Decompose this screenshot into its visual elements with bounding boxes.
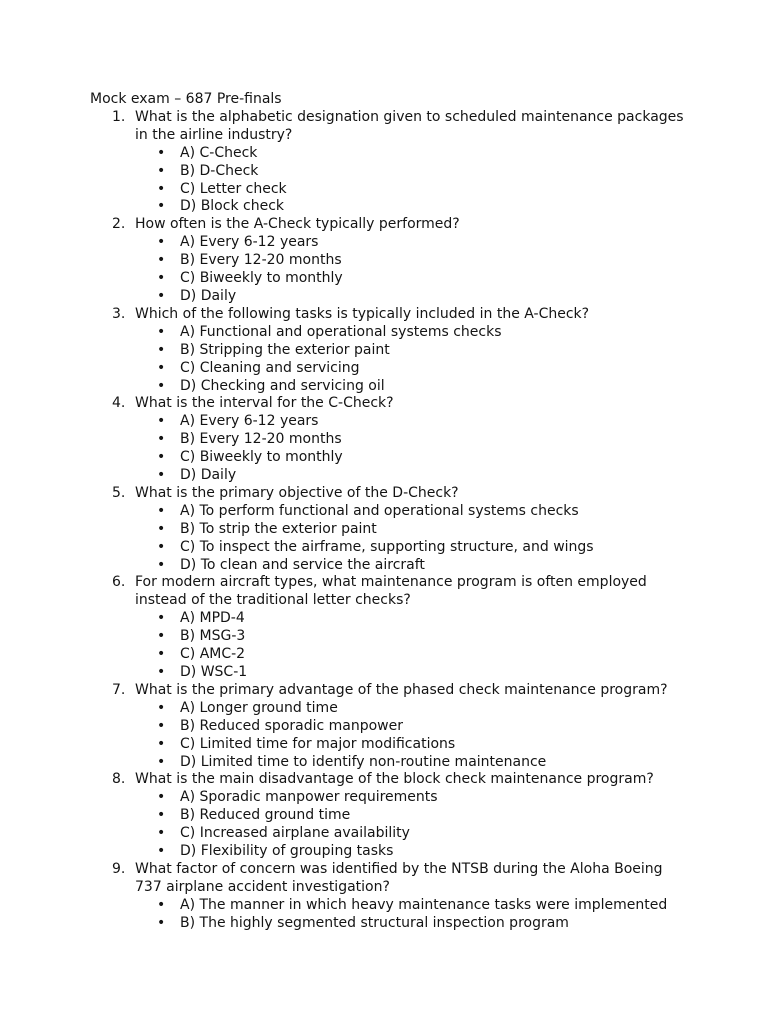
question-number: 6.	[112, 574, 126, 591]
option-text: A) C-Check	[180, 144, 258, 161]
bullet-icon: •	[157, 198, 166, 215]
option-item	[135, 145, 690, 163]
option-text: B) To strip the exterior paint	[180, 520, 377, 537]
bullet-icon: •	[157, 735, 166, 752]
question-number: 3.	[112, 305, 126, 322]
option-item	[135, 270, 690, 288]
option-text: A) To perform functional and operational systems checks	[180, 502, 579, 519]
option-text: B) D-Check	[180, 162, 259, 179]
bullet-icon: •	[157, 807, 166, 824]
option-item	[135, 324, 690, 342]
option-item	[135, 664, 690, 682]
bullet-icon: •	[157, 520, 166, 537]
question-text: For modern aircraft types, what maintenance program is often employed instead of the traditional letter checks?	[135, 574, 647, 609]
option-item	[135, 467, 690, 485]
option-list	[135, 145, 690, 217]
option-item	[135, 700, 690, 718]
option-item	[135, 342, 690, 360]
option-item	[135, 646, 690, 664]
option-text: C) To inspect the airframe, supporting structure, and wings	[180, 538, 594, 555]
option-item	[135, 843, 690, 861]
option-text: C) Biweekly to monthly	[180, 449, 343, 466]
option-text: D) Checking and servicing oil	[180, 377, 385, 394]
bullet-icon: •	[157, 323, 166, 340]
bullet-icon: •	[157, 753, 166, 770]
option-text: D) WSC-1	[180, 664, 248, 680]
bullet-icon: •	[157, 180, 166, 197]
document-body	[90, 91, 690, 933]
bullet-icon: •	[157, 287, 166, 304]
option-list	[135, 234, 690, 306]
option-text: D) Limited time to identify non-routine maintenance	[180, 753, 547, 770]
bullet-icon: •	[157, 449, 166, 466]
option-text: B) The highly segmented structural inspection program	[180, 914, 569, 931]
option-list	[135, 610, 690, 682]
option-text: A) The manner in which heavy maintenance tasks were implemented	[180, 896, 668, 913]
question-number: 5.	[112, 484, 126, 501]
question-number: 2.	[112, 216, 126, 233]
option-text: B) MSG-3	[180, 628, 246, 645]
option-item	[135, 181, 690, 199]
bullet-icon: •	[157, 538, 166, 555]
question-text: What is the primary advantage of the phased check maintenance program?	[135, 681, 668, 698]
option-text: A) Every 6-12 years	[180, 413, 319, 430]
question-text: What is the main disadvantage of the block check maintenance program?	[135, 771, 654, 788]
option-item	[135, 736, 690, 754]
question-number: 9.	[112, 860, 126, 877]
option-item	[135, 431, 690, 449]
bullet-icon: •	[157, 341, 166, 358]
bullet-icon: •	[157, 789, 166, 806]
option-item	[135, 754, 690, 772]
option-text: C) Letter check	[180, 180, 287, 197]
option-text: A) MPD-4	[180, 610, 245, 627]
bullet-icon: •	[157, 431, 166, 448]
bullet-icon: •	[157, 377, 166, 394]
question-item	[90, 306, 690, 396]
bullet-icon: •	[157, 502, 166, 519]
bullet-icon: •	[157, 664, 166, 680]
option-text: B) Stripping the exterior paint	[180, 341, 390, 358]
bullet-icon: •	[157, 413, 166, 430]
option-text: A) Every 6-12 years	[180, 234, 319, 251]
option-text: B) Reduced sporadic manpower	[180, 717, 404, 734]
option-list	[135, 413, 690, 485]
bullet-icon: •	[157, 825, 166, 842]
option-item	[135, 557, 690, 575]
option-list	[135, 324, 690, 396]
option-text: D) Flexibility of grouping tasks	[180, 843, 394, 860]
option-item	[135, 789, 690, 807]
bullet-icon: •	[157, 144, 166, 161]
option-item	[135, 897, 690, 915]
bullet-icon: •	[157, 467, 166, 484]
option-text: C) Limited time for major modifications	[180, 735, 456, 752]
option-item	[135, 234, 690, 252]
bullet-icon: •	[157, 896, 166, 913]
bullet-icon: •	[157, 914, 166, 931]
option-text: B) Every 12-20 months	[180, 252, 342, 269]
option-item	[135, 915, 690, 933]
option-text: B) Reduced ground time	[180, 807, 351, 824]
bullet-icon: •	[157, 610, 166, 627]
question-text: What is the alphabetic designation given to scheduled maintenance packages in the airline industry?	[135, 108, 684, 143]
option-item	[135, 413, 690, 431]
question-number: 8.	[112, 771, 126, 788]
bullet-icon: •	[157, 359, 166, 376]
bullet-icon: •	[157, 843, 166, 860]
option-text: A) Longer ground time	[180, 699, 338, 716]
question-list	[90, 109, 690, 933]
bullet-icon: •	[157, 628, 166, 645]
question-item	[90, 771, 690, 861]
option-text: B) Every 12-20 months	[180, 431, 342, 448]
question-item	[90, 682, 690, 772]
question-item	[90, 395, 690, 485]
option-text: C) Biweekly to monthly	[180, 270, 343, 287]
option-item	[135, 539, 690, 557]
bullet-icon: •	[157, 717, 166, 734]
question-item	[90, 574, 690, 681]
option-text: A) Sporadic manpower requirements	[180, 789, 438, 806]
option-list	[135, 700, 690, 772]
question-number: 4.	[112, 395, 126, 412]
question-text: How often is the A-Check typically performed?	[135, 216, 460, 233]
option-list	[135, 789, 690, 861]
option-text: D) Block check	[180, 198, 284, 215]
bullet-icon: •	[157, 646, 166, 663]
option-item	[135, 521, 690, 539]
question-item	[90, 216, 690, 306]
question-text: What is the primary objective of the D-Check?	[135, 484, 459, 501]
option-text: D) To clean and service the aircraft	[180, 556, 425, 573]
option-list	[135, 897, 690, 933]
question-number: 1.	[112, 108, 126, 125]
option-item	[135, 378, 690, 396]
option-text: D) Daily	[180, 467, 237, 484]
bullet-icon: •	[157, 234, 166, 251]
option-item	[135, 610, 690, 628]
bullet-icon: •	[157, 252, 166, 269]
question-item	[90, 861, 690, 933]
bullet-icon: •	[157, 162, 166, 179]
question-item	[90, 485, 690, 575]
option-item	[135, 163, 690, 181]
option-text: C) AMC-2	[180, 646, 246, 663]
document-title: Mock exam – 687 Pre-finals	[90, 91, 282, 107]
bullet-icon: •	[157, 270, 166, 287]
question-text: Which of the following tasks is typically included in the A-Check?	[135, 305, 590, 322]
question-text: What is the interval for the C-Check?	[135, 395, 394, 412]
option-item	[135, 252, 690, 270]
question-text: What factor of concern was identified by the NTSB during the Aloha Boeing 737 airplane accident investigation?	[135, 860, 663, 895]
option-text: D) Daily	[180, 287, 237, 304]
question-item	[90, 109, 690, 216]
option-item	[135, 825, 690, 843]
option-item	[135, 288, 690, 306]
option-item	[135, 718, 690, 736]
option-text: A) Functional and operational systems checks	[180, 323, 502, 340]
option-item	[135, 628, 690, 646]
bullet-icon: •	[157, 699, 166, 716]
option-text: C) Cleaning and servicing	[180, 359, 360, 376]
option-item	[135, 198, 690, 216]
option-item	[135, 360, 690, 378]
option-list	[135, 503, 690, 575]
option-text: C) Increased airplane availability	[180, 825, 410, 842]
bullet-icon: •	[157, 556, 166, 573]
option-item	[135, 807, 690, 825]
option-item	[135, 503, 690, 521]
option-item	[135, 449, 690, 467]
question-number: 7.	[112, 681, 126, 698]
